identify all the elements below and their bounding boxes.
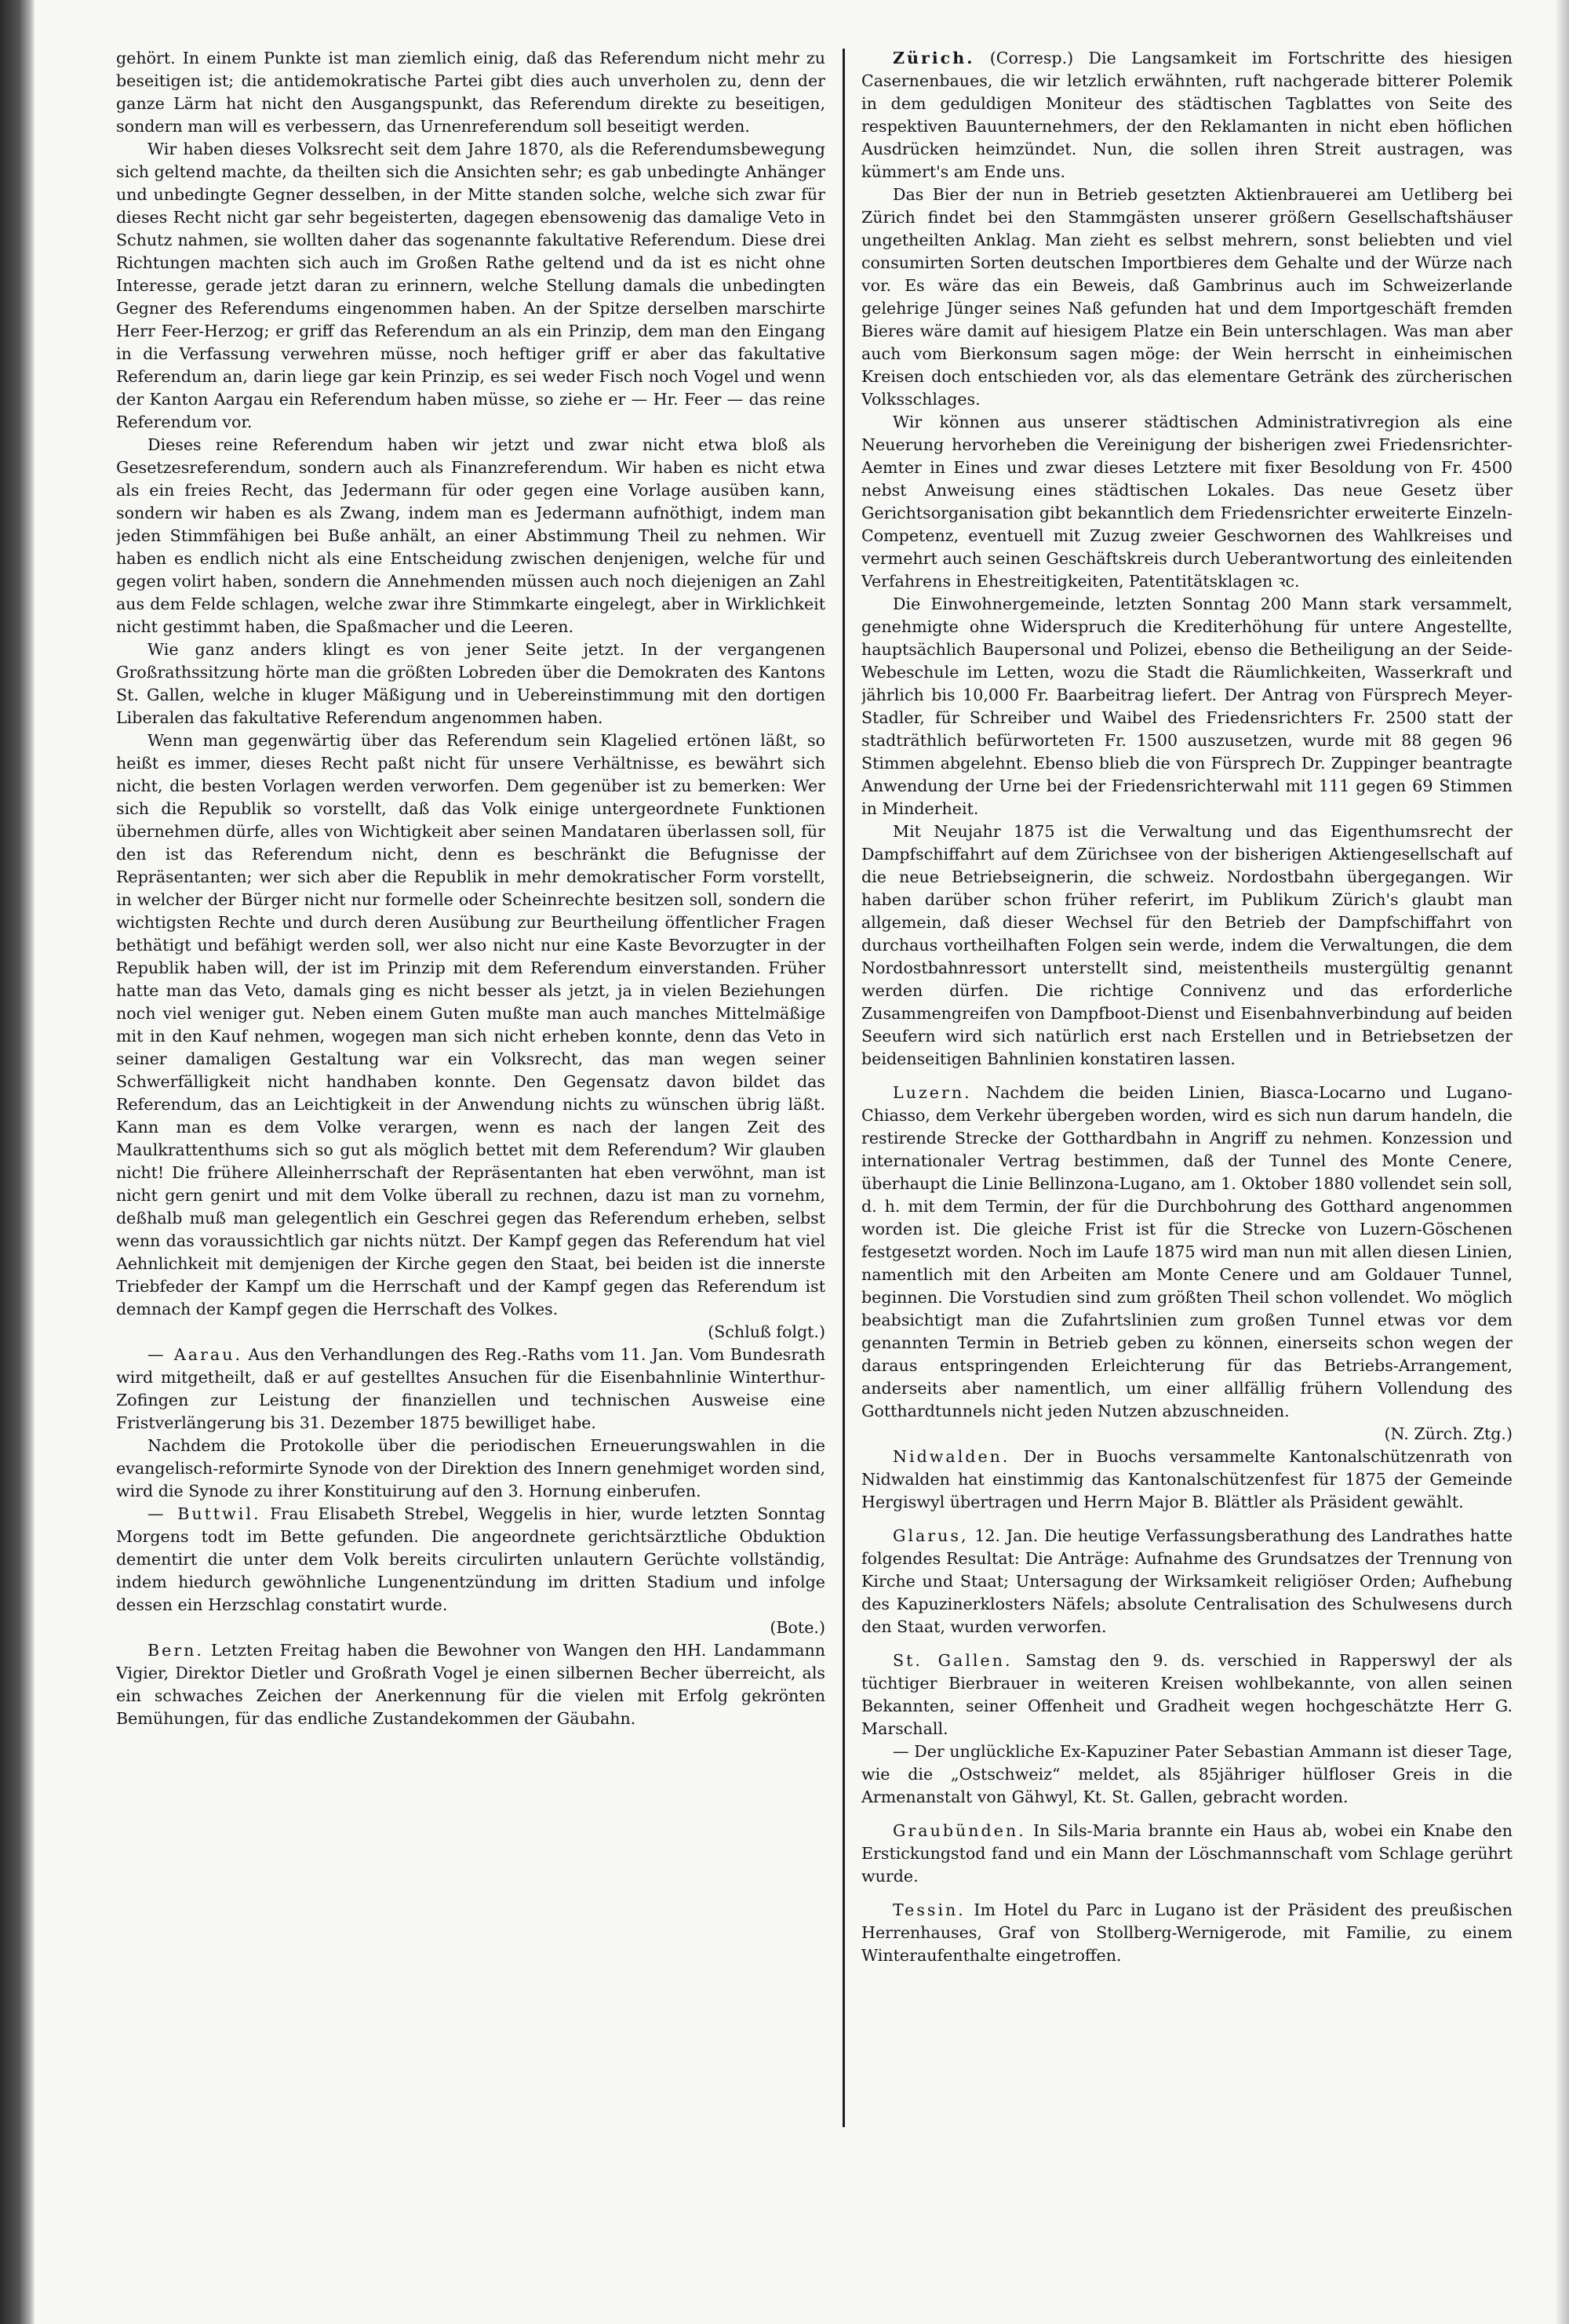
news-paragraph: Mit Neujahr 1875 ist die Verwaltung und das Eigenthumsrecht der Dampfschiffahrt auf dem Zürichsee von der bisherigen Aktiengesellschaft auf die neue Betriebseignerin, die schweiz. Nordostbahn übergegangen. Wir haben darüber schon früher referirt, im Publikum Zürich's glaubt man allgemein, daß dieser Wechsel für den Betrieb der Dampfschiffahrt von durchaus vortheilhaften Folgen sein werde, indem die Verwaltungen, die dem Nordostbahnressort unterstellt sind, meistentheils mustergültig genannt werden dürfen. Die richtige Connivenz und das erforderliche Zusammengreifen von Dampfboot-Dienst und Eisenbahnverbindung auf beiden Seeufern wird sich natürlich erst nach Erstellen und in Betriebsetzen der beidenseitigen Bahnlinien konstatiren lassen. bbox=[861, 822, 1513, 1068]
article-continuation-note: (Schluß folgt.) bbox=[708, 1322, 825, 1341]
right-column bbox=[861, 47, 1513, 2118]
news-paragraph: — Der unglückliche Ex-Kapuziner Pater Sebastian Ammann ist dieser Tage, wie die „Ostschweiz“ meldet, als 85jähriger hülfloser Greis in die Armenanstalt von Gähwyl, Kt. St. Gallen, gebracht worden. bbox=[861, 1742, 1513, 1806]
news-paragraph: Das Bier der nun in Betrieb gesetzten Aktienbrauerei am Uetliberg bei Zürich findet bei den Stammgästen unserer größern Gesellschaftshäuser ungetheilten Anklag. Man zieht es selbst mehrern, sonst beliebten und viel consumirten Sorten deutschen Importbieres dem Gehalte und der Würze nach vor. Es wäre das ein Beweis, daß Gambrinus auch im Schweizerlande gelehrige Jünger seines Naß gefunden hat und dem Importgeschäft fremden Bieres wäre damit auf hiesigem Platze ein Bein unterschlagen. Was man aber auch vom Bierkonsum sagen möge: der Wein herrscht in einheimischen Kreisen doch entschieden vor, als das elementare Getränk des zürcherischen Volksschlages. bbox=[861, 185, 1513, 409]
news-heading: Bern. bbox=[147, 1641, 204, 1660]
news-item-aarau bbox=[116, 1344, 825, 1435]
news-heading: St. Gallen. bbox=[893, 1651, 1013, 1670]
news-item-luzern bbox=[861, 1082, 1513, 1423]
news-paragraph: Wir können aus unserer städtischen Administrativregion als eine Neuerung hervorheben die Vereinigung der bisherigen zwei Friedensrichter-Aemter in Eines und zwar dieses Letztere mit fixer Besoldung von Fr. 4500 nebst Anweisung eines städtischen Lokales. Das neue Gesetz über Gerichtsorganisation gibt bekanntlich dem Friedensrichter erweiterte Einzeln-Competenz, eventuell mit Zuzug zweier Geschwornen des Wahlkreises und vermehrt auch seinen Geschäftskreis durch Ueberantwortung des einleitenden Verfahrens in Ehestreitigkeiten, Patentitätsklagen ꝛc. bbox=[861, 413, 1513, 591]
news-text: Samstag den 9. ds. verschied in Rapperswyl der als tüchtiger Bierbrauer in weiteren Kreisen wohlbekannte, von allen seinen Bekannten, seiner Offenheit und Gradheit wegen hochgeschätzte Herr G. Marschall. bbox=[861, 1651, 1513, 1738]
article-paragraph: Wir haben dieses Volksrecht seit dem Jahre 1870, als die Referendumsbewegung sich geltend machte, da theilten sich die Ansichten sehr; es gab unbedingte Anhänger und unbedingte Gegner desselben, in der Mitte standen solche, welche sich zwar für dieses Recht nicht gar sehr begeisterten, dagegen ebensowenig das damalige Veto in Schutz nahmen, sie wollten daher das sogenannte fakultative Referendum. Diese drei Richtungen machten sich auch im Großen Rathe geltend und da ist es nicht ohne Interesse, gerade jetzt daran zu erinnern, welche Stellung damals die unbedingten Gegner des Referendums eingenommen haben. An der Spitze derselben marschirte Herr Feer-Herzog; er griff das Referendum an als ein Prinzip, dem man den Eingang in die Verfassung verwehren müsse, noch heftiger griff er aber das fakultative Referendum an, darin liege gar kein Prinzip, es sei weder Fisch noch Vogel und wenn der Kanton Aargau ein Referendum haben müsse, so ziehe er — Hr. Feer — das reine Referendum vor. bbox=[116, 140, 825, 431]
news-text: In Sils-Maria brannte ein Haus ab, wobei ein Knabe den Erstickungstod fand und ein Mann der Löschmannschaft vom Schlage gerührt wurde. bbox=[861, 1821, 1513, 1886]
news-item-graubuenden bbox=[861, 1820, 1513, 1888]
news-item-nidwalden bbox=[861, 1446, 1513, 1514]
news-heading: Tessin. bbox=[893, 1900, 966, 1919]
article-paragraph: gehört. In einem Punkte ist man ziemlich einig, daß das Referendum nicht mehr zu beseitigen ist; die antidemokratische Partei gibt dies auch unverholen zu, denn der ganze Lärm hat nicht den Ausgangspunkt, das Referendum direkte zu beseitigen, sondern man will es verbessern, das Urnenreferendum soll beseitigt werden. bbox=[116, 49, 825, 136]
news-heading: Luzern. bbox=[893, 1083, 972, 1102]
news-date: 12. Jan. bbox=[974, 1526, 1039, 1545]
left-column bbox=[116, 47, 825, 2118]
news-item-tessin bbox=[861, 1899, 1513, 1967]
article-paragraph: Wenn man gegenwärtig über das Referendum sein Klagelied ertönen läßt, so heißt es immer, dieses Recht paßt nicht für unsere Verhältnisse, es bewährt sich nicht, die besten Vorlagen werden verworfen. Dem gegenüber ist zu bemerken: Wer sich die Republik so vorstellt, daß das Volk einige untergeordnete Funktionen übernehmen dürfe, alles von Wichtigkeit aber seinen Mandataren überlassen soll, für den ist das Referendum nicht, denn es beschränkt die Befugnisse der Repräsentanten; wer sich aber die Republik in mehr demokratischer Form vorstellt, in welcher der Bürger nicht nur formelle oder Scheinrechte besitzen soll, sondern die wichtigsten Rechte und durch deren Ausübung zur Beurtheilung öffentlicher Fragen bethätigt und befähigt werden soll, wer also nicht nur eine Kaste Bevorzugter in der Republik haben will, der ist im Prinzip mit dem Referendum einverstanden. Früher hatte man das Veto, damals ging es nicht besser als jetzt, ja in vielen Beziehungen noch viel weniger gut. Neben einem Guten mußte man auch manches Mittelmäßige mit in den Kauf nehmen, wogegen man sich nicht erheben konnte, denn das Veto in seiner damaligen Gestaltung war ein Volksrecht, das man wegen seiner Schwerfälligkeit nicht handhaben konnte. Den Gegensatz davon bildet das Referendum, das an Leichtigkeit in der Anwendung nichts zu wünschen übrig läßt. Kann man es dem Volke verargen, wenn es nach der langen Zeit des Maulkrattenthums sich so gut als möglich bettet mit dem Referendum? Wir glauben nicht! Die frühere Alleinherrschaft der Repräsentanten hat eben verwöhnt, man ist nicht gern genirt und mit dem Volke überall zu rechnen, dazu ist man zu vornehm, deßhalb muß man gelegentlich ein Geschrei gegen das Referendum erheben, selbst wenn das voraussichtlich gar nichts nützt. Der Kampf gegen das Referendum hat viel Aehnlichkeit mit demjenigen der Kirche gegen den Staat, bei beiden ist die innerste Triebfeder der Kampf um die Herrschaft und der Kampf gegen das Referendum ist demnach der Kampf gegen die Herrschaft des Volkes. bbox=[116, 731, 825, 1318]
news-item-glarus bbox=[861, 1525, 1513, 1638]
news-text: Aus den Verhandlungen des Reg.-Raths vom 11. Jan. Vom Bundesrath wird mitgetheilt, daß er auf gestelltes Ansuchen für die Eisenbahnlinie Winterthur-Zofingen zur Leistung der finanziellen und technischen Ausweise eine Fristverlängerung bis 31. Dezember 1875 bewilliget habe. bbox=[116, 1345, 825, 1432]
news-source: (Corresp.) bbox=[989, 49, 1074, 67]
news-heading: Nidwalden. bbox=[893, 1447, 1010, 1466]
article-paragraph: Wie ganz anders klingt es von jener Seite jetzt. In der vergangenen Großrathssitzung hörte man die größten Lobreden über die Demokraten des Kantons St. Gallen, welche in kluger Mäßigung und in Uebereinstimmung mit den dortigen Liberalen das fakultative Referendum angenommen haben. bbox=[116, 640, 825, 727]
news-text: Nachdem die beiden Linien, Biasca-Locarno und Lugano-Chiasso, dem Verkehr übergeben worden, wird es sich nun darum handeln, die restirende Strecke der Gotthardbahn in Angriff zu nehmen. Konzession und internationaler Vertrag bestimmen, daß der Tunnel des Monte Cenere, überhaupt die Linie Bellinzona-Lugano, am 1. Oktober 1880 vollendet sein soll, d. h. mit dem Termin, der für die Durchbohrung des Gotthard angenommen worden ist. Die gleiche Frist ist für die Strecke von Luzern-Göschenen festgesetzt worden. Noch im Laufe 1875 wird man nun mit allen diesen Linien, namentlich mit den Arbeiten am Monte Cenere und am Goldauer Tunnel, beginnen. Die Vorstudien sind zum größten Theil schon vollendet. Wo möglich beabsichtigt man die Zufahrtslinien zum großen Tunnel etwas vor dem genannten Termin in Betrieb geben zu können, einerseits schon wegen der daraus entspringenden Erleichterung für das Betriebs-Arrangement, anderseits aber namentlich, um einer allfällig frühern Vollendung des Gotthardtunnels nicht jeden Nutzen abzuschneiden. bbox=[861, 1083, 1513, 1420]
news-text: Frau Elisabeth Strebel, Weggelis in hier, wurde letzten Sonntag Morgens todt im Bette gefunden. Die angeordnete gerichtsärztliche Obduktion dementirt die unter dem Volk bereits circulirten unlautern Gerüchte vollständig, indem hiedurch gewöhnliche Lungenentzündung im dritten Stadium und infolge dessen ein Herzschlag constatirt wurde. bbox=[116, 1504, 825, 1614]
news-item-zurich bbox=[861, 47, 1513, 184]
news-heading: — Aarau. bbox=[147, 1345, 243, 1364]
page-right-edge bbox=[1555, 0, 1569, 2324]
news-text: Der in Buochs versammelte Kantonalschützenrath von Nidwalden hat einstimmig das Kantonalschützenfest für 1875 der Gemeinde Hergiswyl übertragen und Herrn Major B. Blättler als Präsident gewählt. bbox=[861, 1447, 1513, 1511]
news-paragraph: Die Einwohnergemeinde, letzten Sonntag 200 Mann stark versammelt, genehmigte ohne Widerspruch die Krediterhöhung für untere Angestellte, hauptsächlich Baupersonal und Polizei, ebenso die Betheiligung an der Seide-Webeschule im Letten, wozu die Stadt die Räumlichkeiten, Wasserkraft und jährlich bis 10,000 Fr. Baarbeitrag liefert. Der Antrag von Fürsprech Meyer-Stadler, für Schreiber und Waibel des Friedensrichters Fr. 2500 statt der stadträthlich befürworteten Fr. 1500 auszusetzen, wurde mit 88 gegen 96 Stimmen abgelehnt. Ebenso blieb die von Fürsprech Dr. Zuppinger beantragte Anwendung der Urne bei der Friedensrichterwahl mit 111 gegen 69 Stimmen in Minderheit. bbox=[861, 595, 1513, 818]
news-heading: — Buttwil. bbox=[147, 1504, 261, 1523]
news-heading: Graubünden. bbox=[893, 1821, 1026, 1840]
news-item-st-gallen bbox=[861, 1649, 1513, 1740]
news-heading: Zürich. bbox=[893, 49, 975, 67]
news-item-bern bbox=[116, 1639, 825, 1730]
news-source: (N. Zürch. Ztg.) bbox=[1384, 1424, 1513, 1443]
article-paragraph: Dieses reine Referendum haben wir jetzt und zwar nicht etwa bloß als Gesetzesreferendum, sondern auch als Finanzreferendum. Wir haben es nicht etwa als ein freies Recht, das Jedermann für oder gegen eine Vorlage ausüben kann, sondern wir haben es als Zwang, indem man es Jedermann aufnöthigt, indem man jeden Stimmfähigen bei Buße anhält, an einer Abstimmung Theil zu nehmen. Wir haben es endlich nicht als eine Entscheidung zwischen denjenigen, welche für und gegen volirt haben, sondern die Annehmenden müssen auch noch diejenigen an Zahl aus dem Felde schlagen, welche zwar ihre Stimmkarte eingelegt, aber in Wirklichkeit nicht gestimmt haben, die Spaßmacher und die Leeren. bbox=[116, 435, 825, 636]
page-binding-edge bbox=[0, 0, 35, 2324]
news-text: Die Langsamkeit im Fortschritte des hiesigen Casernenbaues, die wir letzlich erwähnten, ruft nachgerade bitterer Polemik in dem geduldigen Moniteur des städtischen Tagblattes von Seite des respektiven Bauunternehmers, der den Reklamanten in nicht eben höflichen Ausdrücken heimzündet. Nun, die sollen ihren Streit austragen, was kümmert's am Ende uns. bbox=[861, 49, 1513, 181]
news-paragraph: Nachdem die Protokolle über die periodischen Erneuerungswahlen in die evangelisch-reformirte Synode von der Direktion des Innern genehmiget worden sind, wird die Synode zu ihrer Konstituirung auf den 3. Hornung einberufen. bbox=[116, 1436, 825, 1500]
column-rule bbox=[843, 49, 845, 2127]
news-text: Letzten Freitag haben die Bewohner von Wangen den HH. Landammann Vigier, Direktor Dietler und Großrath Vogel je einen silbernen Becher überreicht, als ein schwaches Zeichen der Anerkennung für die vielen mit Erfolg gekrönten Bemühungen, für das endliche Zustandekommen der Gäubahn. bbox=[116, 1641, 825, 1728]
news-text: Die heutige Verfassungsberathung des Landrathes hatte folgendes Resultat: Die Anträge: Aufnahme des Grundsatzes der Trennung von Kirche und Staat; Untersagung der Wirksamkeit religiöser Orden; Aufhebung des Kapuzinerklosters Näfels; absolute Centralisation des Schulwesens durch den Staat, wurden verworfen. bbox=[861, 1526, 1513, 1636]
news-heading: Glarus, bbox=[893, 1526, 969, 1545]
news-item-buttwil bbox=[116, 1503, 825, 1617]
news-text: Im Hotel du Parc in Lugano ist der Präsident des preußischen Herrenhauses, Graf von Stollberg-Wernigerode, mit Familie, zu einem Winteraufenthalte eingetroffen. bbox=[861, 1900, 1513, 1965]
news-source: (Bote.) bbox=[770, 1618, 825, 1637]
